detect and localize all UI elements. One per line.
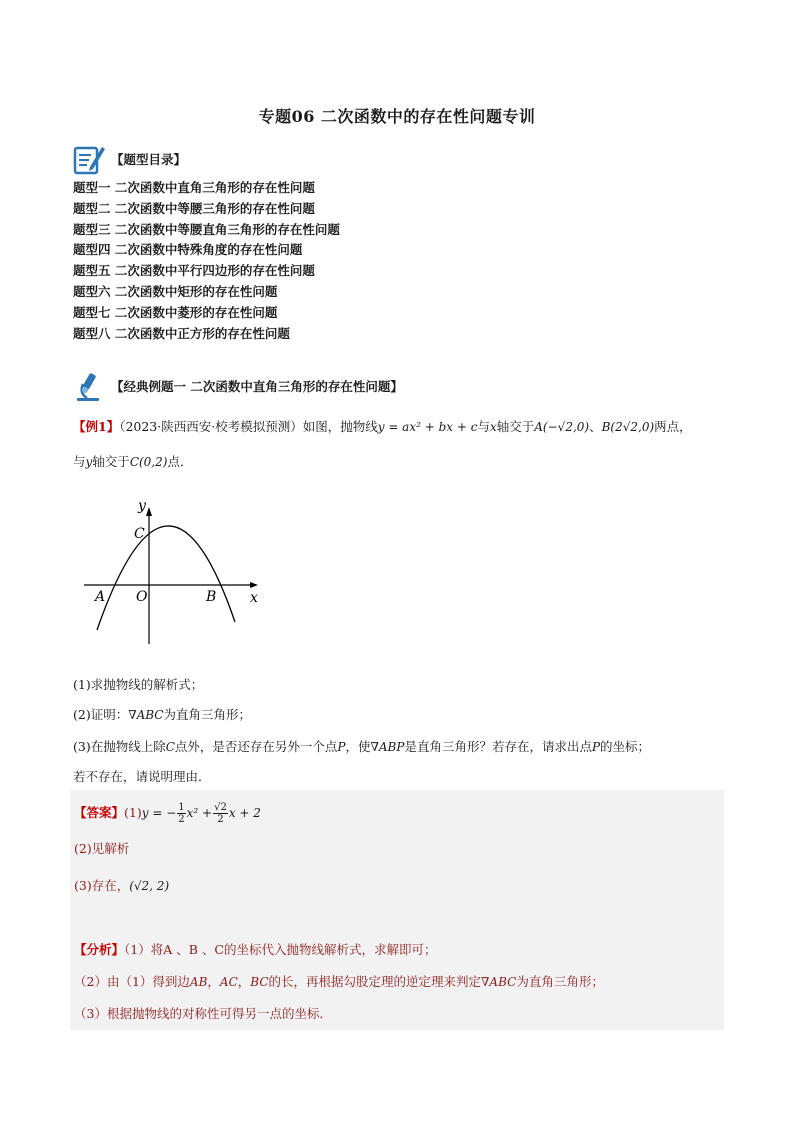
seg-ac: AC xyxy=(219,975,238,989)
label-a: A xyxy=(95,589,106,605)
var-p: P xyxy=(591,740,601,754)
text: (1) xyxy=(124,805,142,820)
frac-den: 2 xyxy=(178,814,185,825)
text: 为直角三角形； xyxy=(516,974,604,989)
toc-header xyxy=(73,142,186,176)
toc-item: 题型七 二次函数中菱形的存在性问题 xyxy=(73,304,278,320)
var-c: C xyxy=(165,740,175,754)
text: 、 xyxy=(589,419,602,434)
label-o: O xyxy=(136,589,148,605)
triangle-abc: ∇ABC xyxy=(128,708,164,722)
analysis-tag: 【分析】 xyxy=(74,942,125,957)
x-variable: x xyxy=(489,420,497,434)
text: 与 xyxy=(477,419,490,434)
label-c: C xyxy=(134,526,145,542)
point-c: C(0,2) xyxy=(129,455,168,469)
y-axis-label: y xyxy=(138,498,146,514)
y-variable: y xyxy=(85,455,93,469)
label-b: B xyxy=(206,589,217,605)
text: ， xyxy=(207,974,220,989)
question-1: (1)求抛物线的解析式； xyxy=(73,677,204,692)
text: 是直角三角形？若存在，请求出点 xyxy=(404,739,592,754)
text: 与 xyxy=(73,454,86,469)
seg-bc: BC xyxy=(250,975,269,989)
parabola-equation: y = ax² + bx + c xyxy=(377,420,478,434)
eq-part: y = − xyxy=(141,806,177,820)
text: ， xyxy=(237,974,251,989)
analysis-line-3: （3）根据抛物线的对称性可得另一点的坐标． xyxy=(74,1006,332,1021)
answer-point: (√2, 2) xyxy=(129,879,170,893)
example-source: （2023·陕西西安·校考模拟预测）如图，抛物线 xyxy=(119,419,378,434)
question-3-cont: 若不存在，请说明理由． xyxy=(73,769,211,784)
answer-box xyxy=(70,790,724,1030)
point-a: A(−√2,0) xyxy=(534,420,590,434)
text: ，使 xyxy=(345,739,371,754)
example-line-1 xyxy=(73,417,692,437)
microscope-icon xyxy=(73,369,107,403)
example-tag: 【例1】 xyxy=(73,419,120,434)
x-axis-arrow xyxy=(250,582,258,588)
parabola-graph xyxy=(80,498,280,648)
text: 的长，再根据勾股定理的逆定理来判定 xyxy=(268,974,482,989)
text: 点． xyxy=(167,454,193,469)
triangle-abc: ∇ABC xyxy=(481,975,517,989)
frac-den: 2 xyxy=(217,814,224,825)
toc-list xyxy=(73,178,340,344)
var-p: P xyxy=(337,740,346,754)
question-3 xyxy=(73,737,650,757)
point-b: B(2√2,0) xyxy=(601,420,655,434)
text: (3)存在， xyxy=(74,878,130,893)
toc-item: 题型三 二次函数中等腰直角三角形的存在性问题 xyxy=(73,221,340,237)
text: (2)证明： xyxy=(73,707,129,722)
y-axis-arrow xyxy=(146,507,152,516)
text: （2）由（1）得到边 xyxy=(74,974,190,989)
eq-part: x + 2 xyxy=(228,806,261,820)
answer-tag: 【答案】 xyxy=(74,805,125,820)
toc-item: 题型五 二次函数中平行四边形的存在性问题 xyxy=(73,263,315,279)
text: 点外，是否还存在另外一个点 xyxy=(174,739,338,754)
frac-num: 1 xyxy=(178,802,185,813)
text: （1）将A 、B 、C的坐标代入抛物线解析式，求解即可； xyxy=(124,942,437,957)
text: 的坐标； xyxy=(600,739,651,754)
example-line-2 xyxy=(73,452,192,472)
page-title: 专题06 二次函数中的存在性问题专训 xyxy=(258,107,536,126)
toc-item: 题型一 二次函数中直角三角形的存在性问题 xyxy=(73,180,315,195)
parabola-curve xyxy=(97,526,235,630)
triangle-abp: ∇ABP xyxy=(370,740,405,754)
notepad-pencil-icon xyxy=(73,143,107,175)
toc-item: 题型八 二次函数中正方形的存在性问题 xyxy=(73,325,290,341)
fraction-half xyxy=(177,802,185,825)
analysis-line-2 xyxy=(74,972,604,992)
text: 轴交于 xyxy=(496,419,535,434)
text: 轴交于 xyxy=(92,454,130,469)
section-header xyxy=(73,368,403,404)
answer-line-2: (2)见解析 xyxy=(74,841,130,856)
toc-item: 题型六 二次函数中矩形的存在性问题 xyxy=(73,283,278,299)
eq-part: x² + xyxy=(186,806,213,820)
answer-line-3 xyxy=(74,876,169,896)
x-axis-label: x xyxy=(250,590,258,606)
question-2 xyxy=(73,705,251,725)
text: 为直角三角形； xyxy=(163,707,252,722)
analysis-line-1 xyxy=(74,940,436,960)
toc-item: 题型四 二次函数中特殊角度的存在性问题 xyxy=(73,242,303,258)
frac-num: √2 xyxy=(214,802,227,813)
fraction-root2-half xyxy=(213,802,228,825)
toc-item: 题型二 二次函数中等腰三角形的存在性问题 xyxy=(73,200,315,216)
seg-ab: AB xyxy=(189,975,208,989)
text: 两点， xyxy=(654,419,692,434)
section-heading: 【经典例题一 二次函数中直角三角形的存在性问题】 xyxy=(111,379,403,394)
text: (3)在抛物线上除 xyxy=(73,739,166,754)
toc-heading: 【题型目录】 xyxy=(111,152,187,167)
answer-line-1 xyxy=(74,802,261,825)
